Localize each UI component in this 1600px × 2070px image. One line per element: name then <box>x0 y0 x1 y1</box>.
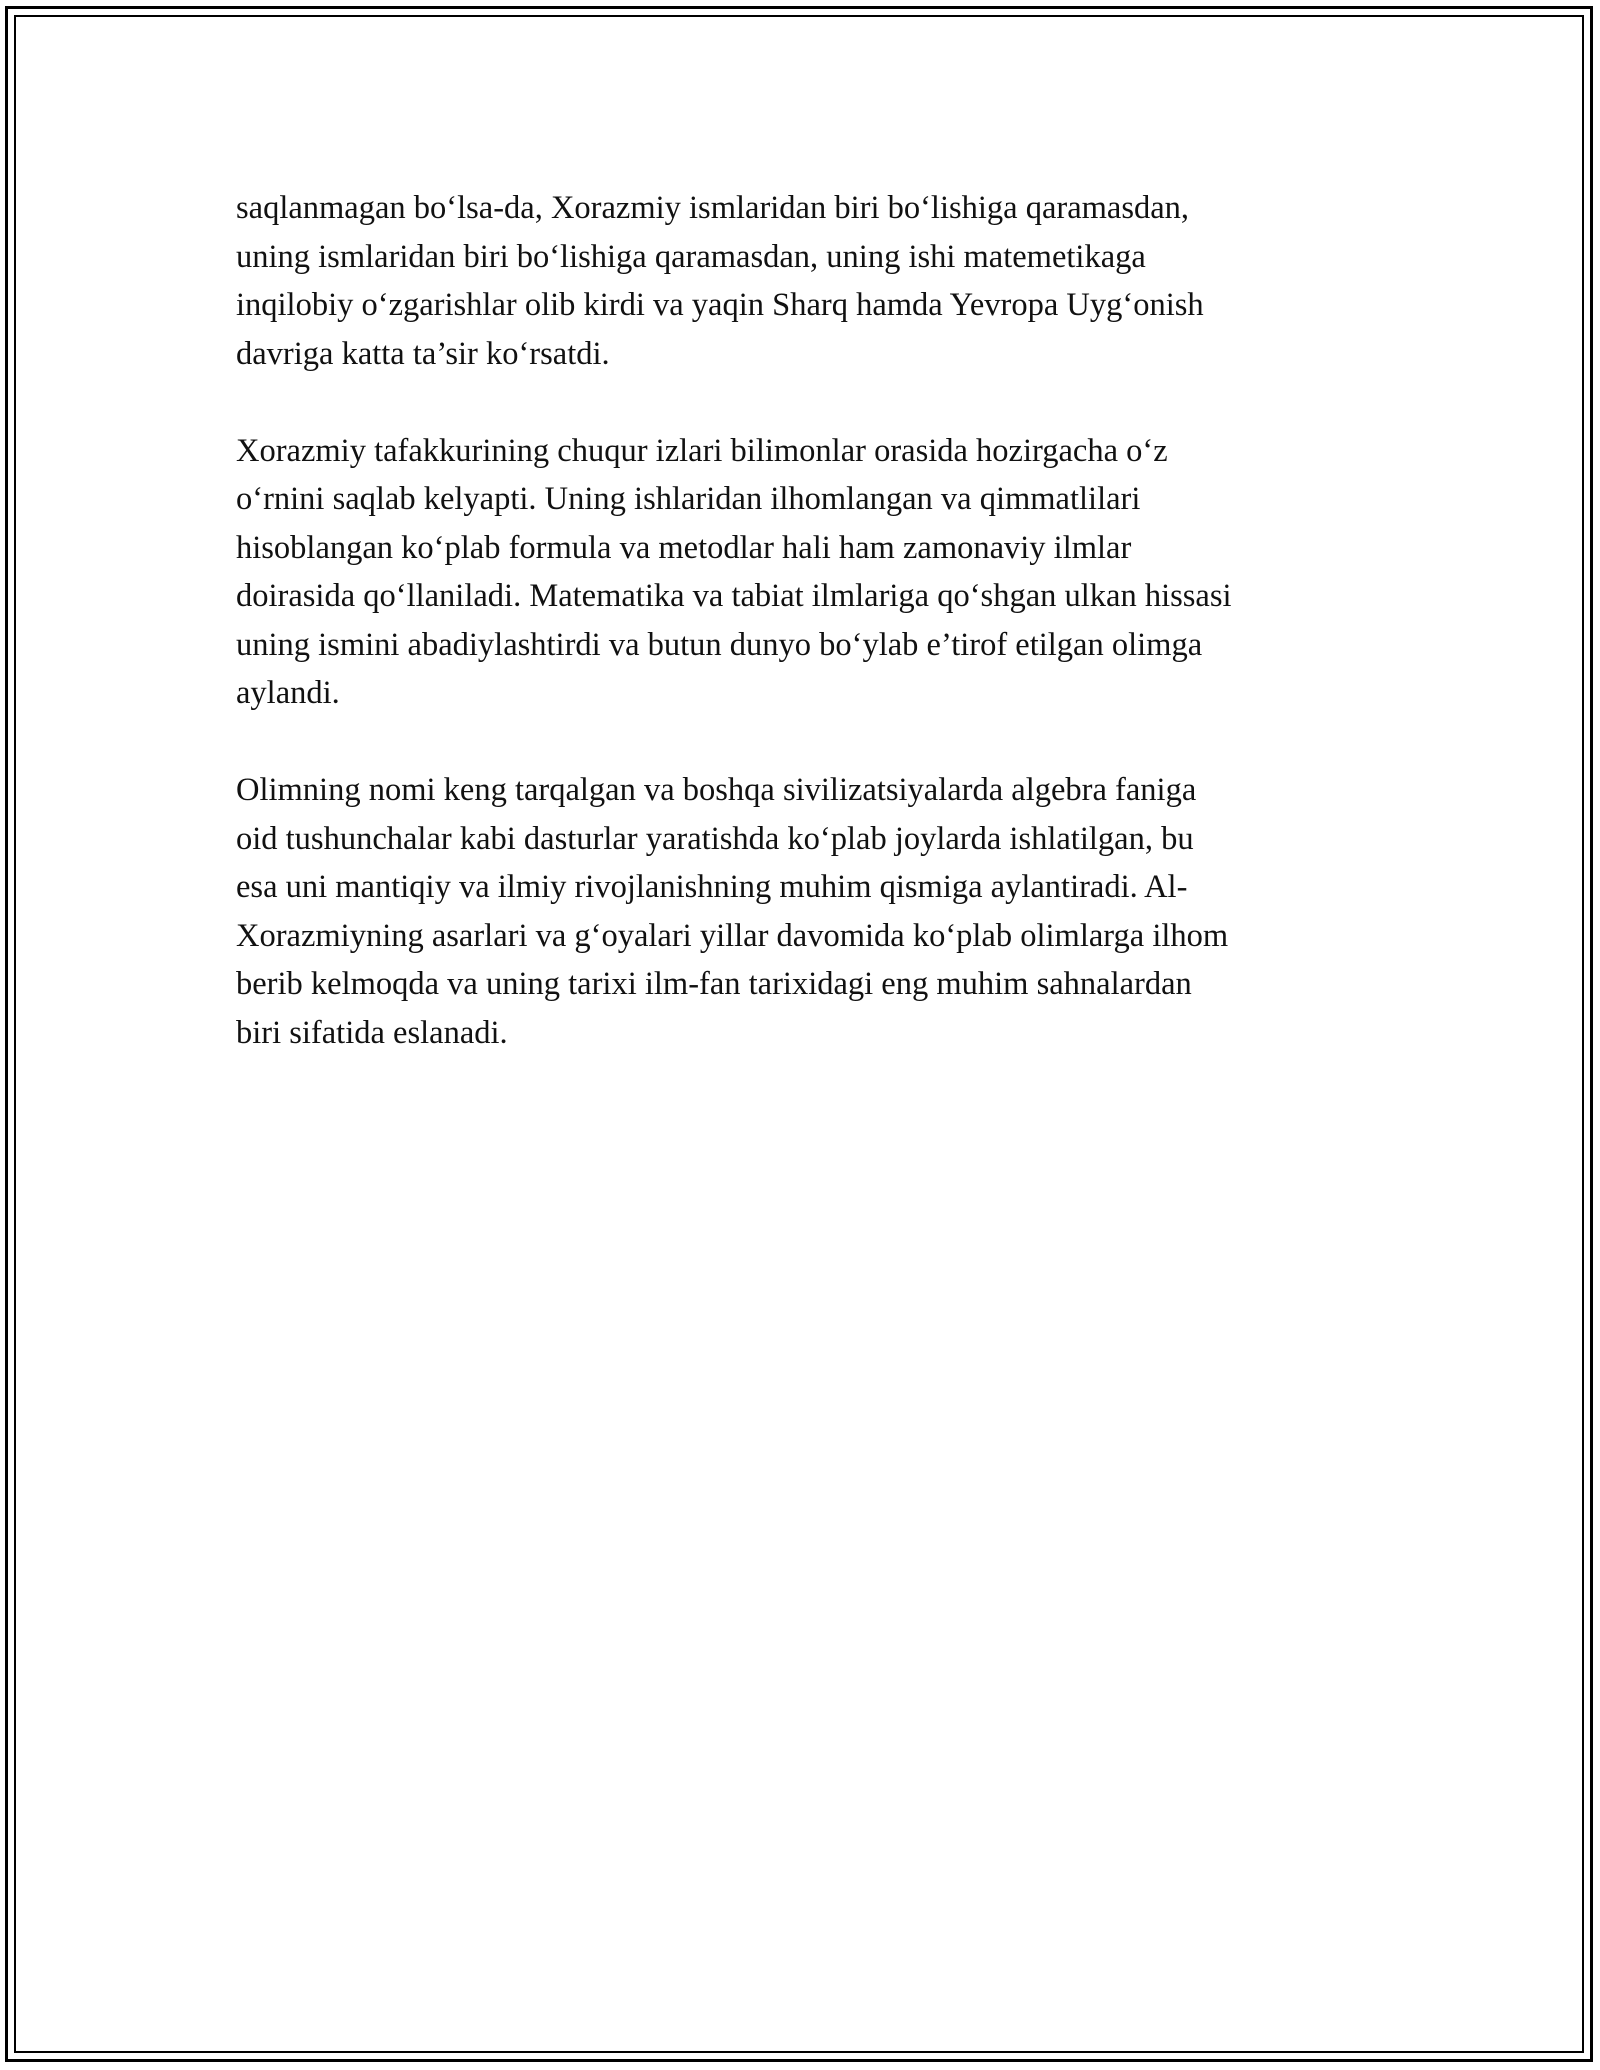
text-line: esa uni mantiqiy va ilmiy rivojlanishning muhim qismiga aylantiradi. Al- <box>236 869 1188 905</box>
text-line: Xorazmiyning asarlari va g‘oyalari yillar davomida ko‘plab olimlarga ilhom <box>236 917 1229 954</box>
text-line: biri sifatida eslanadi. <box>236 1014 508 1051</box>
text-line: Olimning nomi keng tarqalgan va boshqa sivilizatsiyalarda algebra faniga <box>236 772 1197 808</box>
text-line: hisoblangan ko‘plab formula va metodlar hali ham zamonaviy ilmlar <box>236 529 1132 566</box>
text-line: saqlanmagan bo‘lsa-da, Xorazmiy ismlaridan biri bo‘lishiga qaramasdan, <box>236 190 1190 226</box>
text-line: doirasida qo‘llaniladi. Matematika va tabiat ilmlariga qo‘shgan ulkan hissasi <box>236 578 1232 614</box>
paragraph-2 <box>236 427 1376 718</box>
text-line: inqilobiy o‘zgarishlar olib kirdi va yaqin Sharq hamda Yevropa Uyg‘onish <box>236 287 1204 323</box>
text-line: uning ismini abadiylashtirdi va butun dunyo bo‘ylab e’tirof etilgan olimga <box>236 626 1203 663</box>
text-line: berib kelmoqda va uning tarixi ilm-fan tarixidagi eng muhim sahnalardan <box>236 966 1192 1002</box>
text-line: Xorazmiy tafakkurining chuqur izlari bilimonlar orasida hozirgacha o‘z <box>236 432 1168 469</box>
text-line: davriga katta ta’sir ko‘rsatdi. <box>236 335 610 372</box>
text-line: oid tushunchalar kabi dasturlar yaratishda ko‘plab joylarda ishlatilgan, bu <box>236 820 1194 857</box>
paragraph-1 <box>236 184 1376 378</box>
paragraph-3 <box>236 766 1376 1057</box>
text-line: o‘rnini saqlab kelyapti. Uning ishlaridan ilhomlangan va qimmatlilari <box>236 481 1141 517</box>
document-body <box>236 184 1376 1106</box>
text-line: aylandi. <box>236 675 340 711</box>
text-line: uning ismlaridan biri bo‘lishiga qaramasdan, uning ishi matemetikaga <box>236 238 1146 275</box>
